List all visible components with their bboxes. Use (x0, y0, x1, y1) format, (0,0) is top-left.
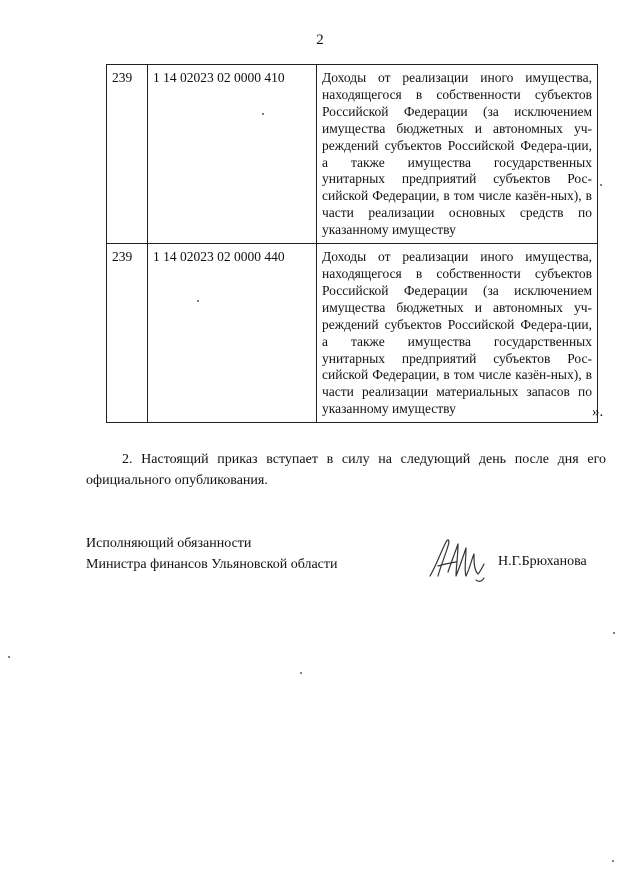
signature-position-line1: Исполняющий обязанности (86, 536, 252, 551)
signer-name: Н.Г.Брюханова (498, 554, 587, 569)
scan-speck (8, 656, 10, 658)
table-cell-description: Доходы от реализации иного имущества, находящегося в собственности субъектов Российской Федерации (за исключением имущества бюджетных и автономных уч-реждений субъектов Российской Федера-ции, а также имущества государственных унитарных предприятий субъектов Рос-сийской Федерации, в том числе казён-ных), в части реализации материальных запасов по указанному имуществу (317, 244, 598, 423)
scan-speck (300, 672, 302, 674)
closing-quote: ». (592, 404, 604, 420)
budget-codes-table (106, 64, 598, 423)
table-cell-budget-code: 1 14 02023 02 0000 410 (148, 65, 317, 244)
scan-speck (262, 113, 264, 115)
scan-speck (613, 632, 615, 634)
signature-position-line2: Министра финансов Ульяновской области (86, 557, 338, 572)
table-cell-admin-code: 239 (107, 65, 148, 244)
page-number: 2 (316, 32, 324, 48)
table-row (107, 65, 598, 244)
signature-position (86, 533, 338, 575)
table-cell-description: Доходы от реализации иного имущества, находящегося в собственности субъектов Российской Федерации (за исключением имущества бюджетных и автономных уч-реждений субъектов Российской Федера-ции, а также имущества государственных унитарных предприятий субъектов Рос-сийской Федерации, в том числе казён-ных), в части реализации основных средств по указанному имуществу (317, 65, 598, 244)
table-cell-admin-code: 239 (107, 244, 148, 423)
handwritten-signature-icon (426, 536, 488, 584)
scan-speck (612, 860, 614, 862)
table-cell-budget-code: 1 14 02023 02 0000 440 (148, 244, 317, 423)
scan-speck (197, 300, 199, 302)
scan-speck (600, 184, 602, 186)
table-row (107, 244, 598, 423)
order-paragraph: 2. Настоящий приказ вступает в силу на следующий день после дня его официального опубликования. (86, 452, 606, 488)
